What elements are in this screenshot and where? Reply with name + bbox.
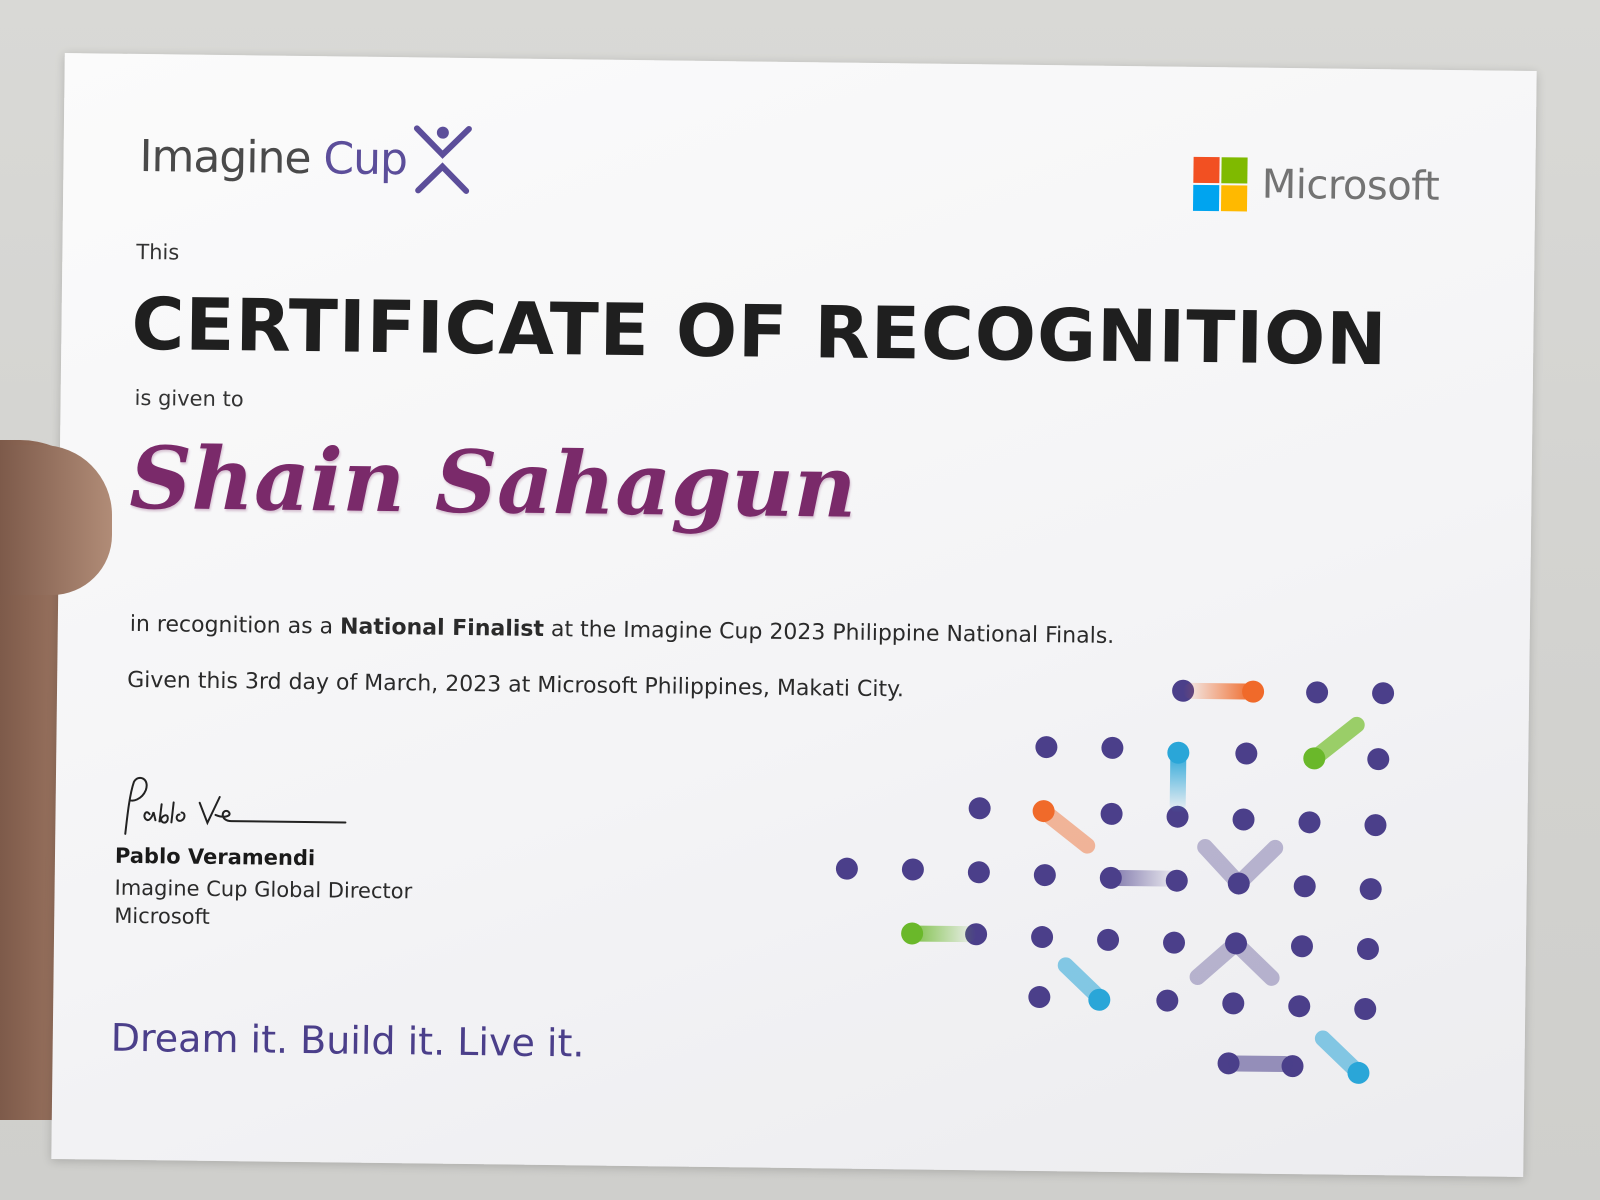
decorative-dot-pattern [822,672,1427,1099]
given-date-line: Given this 3rd day of March, 2023 at Microsoft Philippines, Makati City. [126,667,905,703]
imagine-cup-figure-icon [411,124,476,195]
signatory-role: Imagine Cup Global Director [114,875,413,904]
microsoft-windows-icon [1193,157,1248,212]
certificate-paper [51,53,1536,1177]
microsoft-logo [1193,157,1439,214]
imagine-cup-logo-word-imagine: Imagine [139,130,311,184]
signatory-organization: Microsoft [114,903,210,929]
certificate-title: CERTIFICATE OF RECOGNITION [130,281,1389,382]
tagline: Dream it. Build it. Live it. [110,1015,585,1066]
recognition-prefix: in recognition as a [129,611,341,640]
imagine-cup-logo-word-cup: Cup [323,132,408,185]
recognition-line [130,612,1115,649]
recognition-award: National Finalist [339,614,545,642]
recognition-suffix: at the Imagine Cup 2023 Philippine National Finals. [543,616,1115,649]
handwritten-signature [115,774,356,847]
intro-text: This [136,239,180,265]
imagine-cup-logo [139,116,475,200]
signatory-name: Pablo Veramendi [114,843,316,871]
recipient-name: Shain Sahagun [129,427,857,538]
microsoft-wordmark: Microsoft [1261,161,1440,210]
given-to-text: is given to [134,385,244,412]
